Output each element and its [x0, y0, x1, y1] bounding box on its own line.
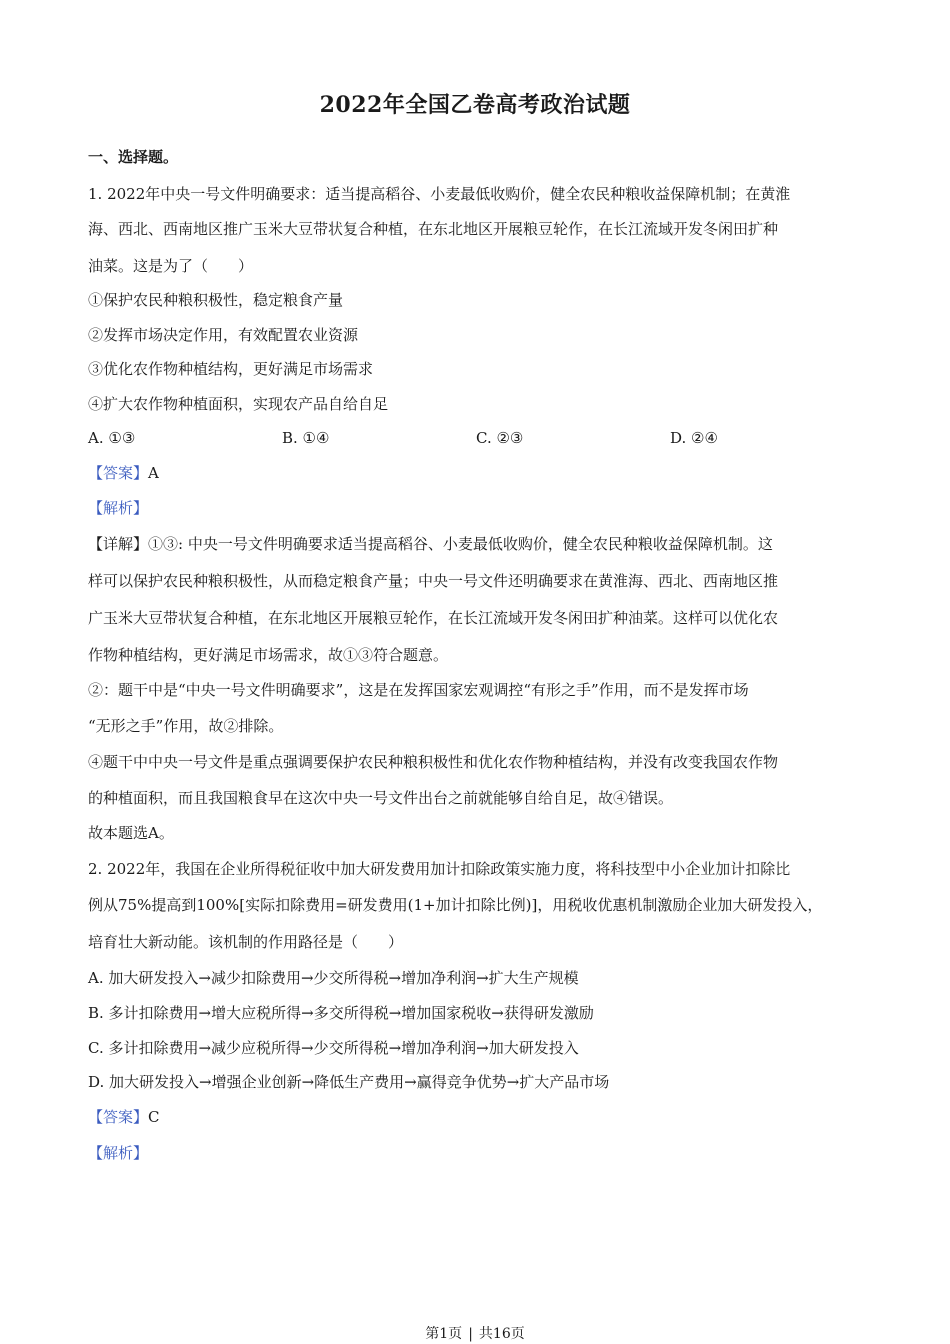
q1-answer-line — [88, 463, 159, 483]
q2-option-c: C. 多计扣除费用→减少应税所得→少交所得税→增加净利润→加大研发投入 — [88, 1039, 579, 1057]
q2-answer-line — [88, 1107, 160, 1127]
q1-statement-1: ①保护农民种粮积极性，稳定粮食产量 — [88, 291, 344, 309]
q1-analysis-tag: 【解析】 — [88, 499, 149, 517]
q1-detail-line-8: 的种植面积，而且我国粮食早在这次中央一号文件出台之前就能够自给自足，故④错误。 — [88, 789, 674, 807]
q1-detail-line-9: 故本题选A。 — [88, 824, 174, 842]
q1-detail-line-3: 广玉米大豆带状复合种植，在东北地区开展粮豆轮作，在长江流域开发冬闲田扩种油菜。这样可以优化农 — [88, 609, 779, 627]
q1-statement-3: ③优化农作物种植结构，更好满足市场需求 — [88, 360, 374, 378]
q1-detail-line-1 — [88, 534, 773, 554]
q1-answer-tag: 【答案】 — [88, 464, 149, 482]
q1-detail-line-2: 样可以保护农民种粮积极性，从而稳定粮食产量；中央一号文件还明确要求在黄淮海、西北、西南地区推 — [88, 572, 779, 590]
q2-analysis-tag: 【解析】 — [88, 1144, 149, 1162]
q2-option-b: B. 多计扣除费用→增大应税所得→多交所得税→增加国家税收→获得研发激励 — [88, 1004, 594, 1022]
q1-detail-tag: 【详解】 — [88, 535, 149, 553]
q2-answer: C — [148, 1108, 160, 1126]
q2-stem-line-2: 例从75%提高到100%[实际扣除费用=研发费用(1+加计扣除比例)]，用税收优惠机制激励企业加大研发投入， — [88, 896, 823, 914]
section-heading: 一、选择题。 — [88, 148, 179, 166]
q1-stem-line-2: 海、西北、西南地区推广玉米大豆带状复合种植，在东北地区开展粮豆轮作，在长江流域开发冬闲田扩种 — [88, 220, 779, 238]
q2-option-a: A. 加大研发投入→减少扣除费用→少交所得税→增加净利润→扩大生产规模 — [88, 969, 579, 987]
q1-detail-line-6: “无形之手”作用，故②排除。 — [88, 717, 284, 735]
page-title: 2022年全国乙卷高考政治试题 — [319, 92, 631, 118]
q2-option-d: D. 加大研发投入→增强企业创新→降低生产费用→赢得竞争优势→扩大产品市场 — [88, 1073, 610, 1091]
q1-stem-line-3: 油菜。这是为了（ ） — [88, 257, 254, 275]
q1-detail-line-4: 作物种植结构，更好满足市场需求，故①③符合题意。 — [88, 646, 449, 664]
q2-stem-line-3: 培育壮大新动能。该机制的作用路径是（ ） — [88, 933, 404, 951]
q1-option-d: D. ②④ — [670, 429, 718, 447]
q1-stem-line-1: 1. 2022年中央一号文件明确要求：适当提高稻谷、小麦最低收购价，健全农民种粮收益保障机制；在黄淮 — [88, 185, 791, 203]
q2-answer-tag: 【答案】 — [88, 1108, 149, 1126]
q1-detail-line-5: ②：题干中是“中央一号文件明确要求”，这是在发挥国家宏观调控“有形之手”作用，而不是发挥市场 — [88, 681, 749, 699]
footer-total-pages: 共16页 — [478, 1326, 525, 1342]
q1-option-c: C. ②③ — [476, 429, 524, 447]
q2-stem-line-1: 2. 2022年，我国在企业所得税征收中加大研发费用加计扣除政策实施力度，将科技型中小企业加计扣除比 — [88, 860, 791, 878]
q1-detail-text-1: ①③: 中央一号文件明确要求适当提高稻谷、小麦最低收购价，健全农民种粮收益保障机制。这 — [148, 535, 773, 553]
q1-statement-2: ②发挥市场决定作用，有效配置农业资源 — [88, 326, 359, 344]
q1-option-a: A. ①③ — [88, 429, 136, 447]
footer-page-number: 第1页 — [425, 1326, 463, 1342]
page-footer — [0, 1323, 950, 1343]
footer-separator: | — [468, 1326, 473, 1342]
q1-detail-line-7: ④题干中中央一号文件是重点强调要保护农民种粮积极性和优化农作物种植结构，并没有改变我国农作物 — [88, 753, 779, 771]
q1-answer: A — [148, 464, 159, 482]
q1-option-b: B. ①④ — [282, 429, 330, 447]
q1-statement-4: ④扩大农作物种植面积，实现农产品自给自足 — [88, 395, 389, 413]
